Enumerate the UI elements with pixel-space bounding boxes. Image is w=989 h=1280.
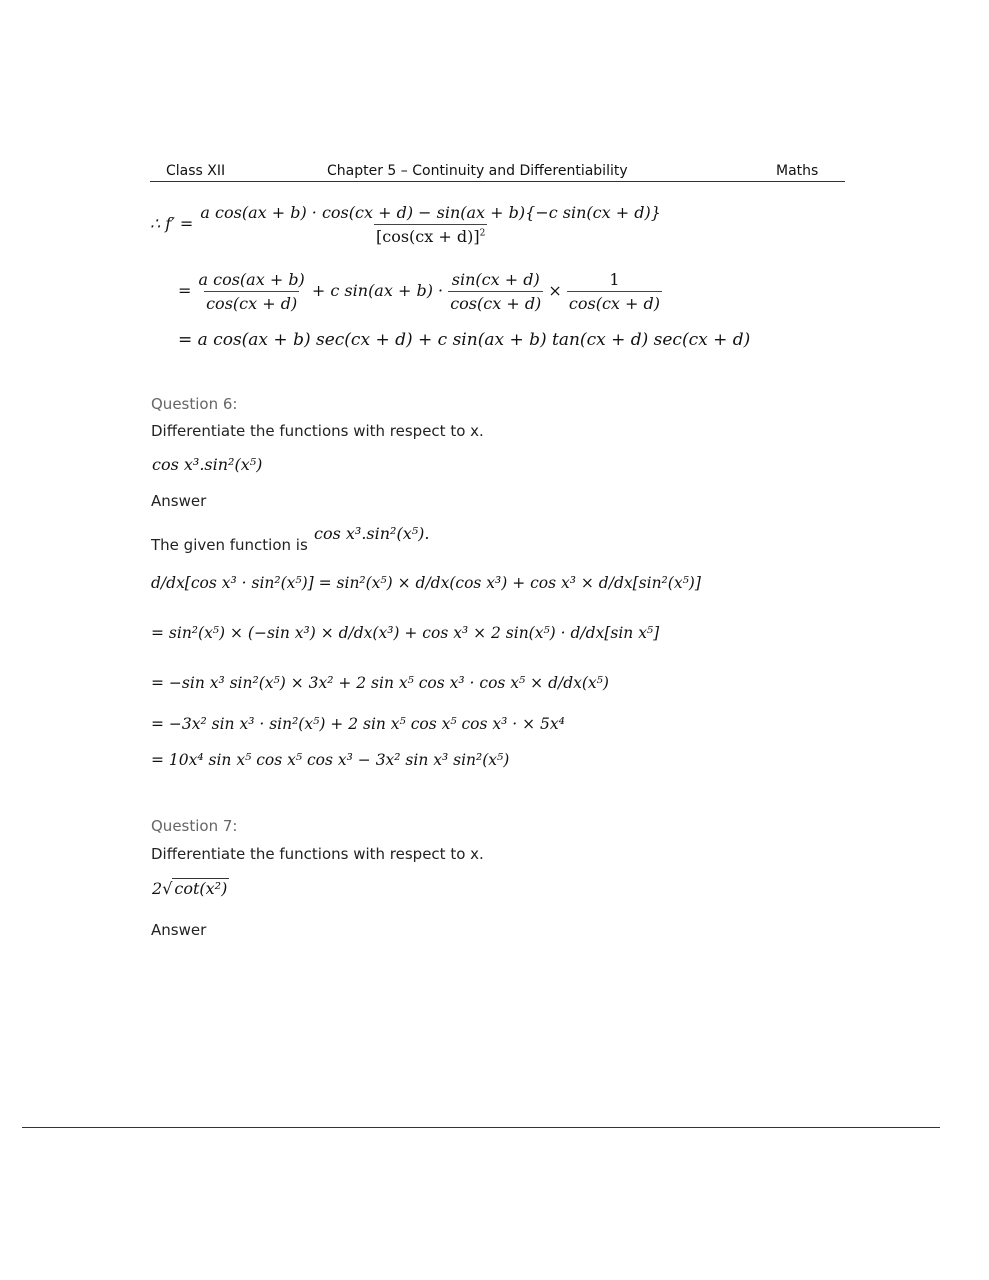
fraction-acos-denominator: cos(cx + d) xyxy=(204,291,299,313)
q6-step-3: = −sin x³ sin²(x⁵) × 3x² + 2 sin x⁵ cos x³ · cos x⁵ × d/dx(x⁵) xyxy=(151,674,609,692)
given-function-text: The given function is xyxy=(151,536,308,554)
header-chapter: Chapter 5 – Continuity and Differentiability xyxy=(327,163,628,179)
sqrt-coefficient: 2 xyxy=(152,879,163,898)
sqrt-radicand: cot(x²) xyxy=(174,879,228,898)
header-class: Class XII xyxy=(166,163,226,179)
fraction-acos xyxy=(197,270,307,313)
fraction-sin-cos-numerator: sin(cx + d) xyxy=(451,270,540,289)
denominator-text: [cos(cx + d)] xyxy=(375,227,480,246)
q6-step-5: = 10x⁴ sin x⁵ cos x⁵ cos x³ − 3x² sin x³ sin²(x⁵) xyxy=(151,751,510,769)
fraction-one-numerator: 1 xyxy=(609,270,620,289)
header-subject: Maths xyxy=(776,163,819,179)
math-line-2 xyxy=(178,270,662,313)
question-6-label: Question 6: xyxy=(151,395,238,413)
q6-step-1: d/dx[cos x³ · sin²(x⁵)] = sin²(x⁵) × d/dx(cos x³) + cos x³ × d/dx[sin²(x⁵)] xyxy=(151,574,701,592)
header-rule xyxy=(150,181,845,182)
question-7-prompt: Differentiate the functions with respect to x. xyxy=(151,845,484,863)
fraction-acos-numerator: a cos(ax + b) xyxy=(198,270,305,289)
math-line-1 xyxy=(150,203,663,246)
fraction-main-denominator xyxy=(374,224,487,246)
fraction-sin-cos xyxy=(448,270,543,313)
question-6-function: cos x³.sin²(x⁵) xyxy=(152,455,263,474)
fraction-one-denominator: cos(cx + d) xyxy=(567,291,662,313)
given-function-math: cos x³.sin²(x⁵). xyxy=(314,524,430,543)
q6-step-4: = −3x² sin x³ · sin²(x⁵) + 2 sin x⁵ cos x⁵ cos x³ · × 5x⁴ xyxy=(151,715,565,733)
question-6-prompt: Differentiate the functions with respect to x. xyxy=(151,422,484,440)
question-7-label: Question 7: xyxy=(151,817,238,835)
equals-sign: = xyxy=(178,281,192,300)
denominator-exponent: 2 xyxy=(479,228,486,239)
fraction-main-numerator: a cos(ax + b) · cos(cx + d) − sin(ax + b){−c sin(cx + d)} xyxy=(200,203,661,222)
question-7-function xyxy=(152,878,229,898)
therefore-fprime: ∴ f′ = xyxy=(150,214,194,233)
fraction-one-over-cos xyxy=(567,270,662,313)
question-7-answer-label: Answer xyxy=(151,921,207,939)
question-6-answer-label: Answer xyxy=(151,492,207,510)
q6-step-2: = sin²(x⁵) × (−sin x³) × d/dx(x³) + cos x³ × 2 sin(x⁵) · d/dx[sin x⁵] xyxy=(151,624,660,642)
sqrt-radical-sign: √ xyxy=(162,879,173,898)
fraction-sin-cos-denominator: cos(cx + d) xyxy=(448,291,543,313)
times-sign: × xyxy=(548,281,562,300)
footer-rule xyxy=(22,1127,940,1128)
math-line-3: = a cos(ax + b) sec(cx + d) + c sin(ax + b) tan(cx + d) sec(cx + d) xyxy=(178,330,751,350)
csin-term: + c sin(ax + b) · xyxy=(311,281,444,300)
fraction-main xyxy=(198,203,662,246)
